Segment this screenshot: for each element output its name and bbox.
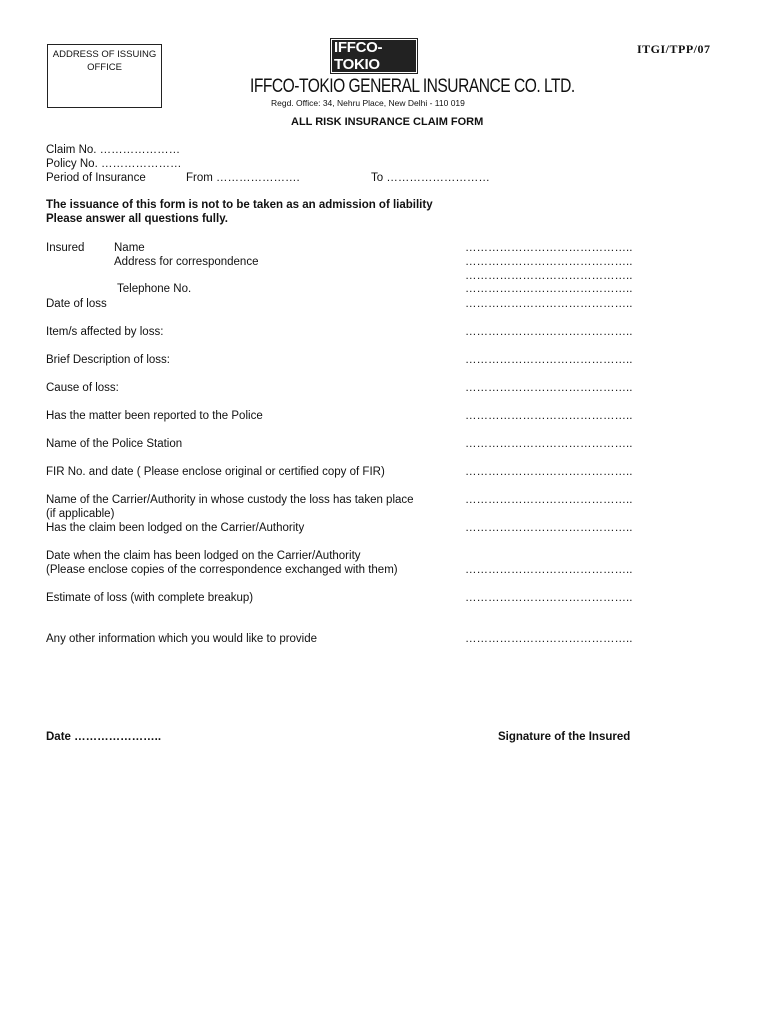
claim-no-field: Claim No. ………………… bbox=[46, 144, 181, 156]
address-dotted-line-1: …………………………………….. bbox=[465, 256, 633, 268]
address-box-line1: ADDRESS OF ISSUING bbox=[52, 49, 157, 60]
date-lodged-label: Date when the claim has been lodged on the Carrier/Authority bbox=[46, 550, 361, 562]
reported-police-label: Has the matter been reported to the Police bbox=[46, 410, 263, 422]
insured-label: Insured bbox=[46, 242, 85, 254]
police-station-label: Name of the Police Station bbox=[46, 438, 183, 450]
date-of-loss-dotted-line: …………………………………….. bbox=[465, 298, 633, 310]
enclose-copies-label: (Please enclose copies of the correspondence exchanged with them) bbox=[46, 564, 398, 576]
address-dotted-line-2: …………………………………….. bbox=[465, 270, 633, 282]
fir-label: FIR No. and date ( Please enclose original or certified copy of FIR) bbox=[46, 466, 385, 478]
carrier-name-label: Name of the Carrier/Authority in whose custody the loss has taken place bbox=[46, 494, 414, 506]
date-of-loss-label: Date of loss bbox=[46, 298, 107, 310]
cause-of-loss-dotted-line: …………………………………….. bbox=[465, 382, 633, 394]
claim-lodged-label: Has the claim been lodged on the Carrier/Authority bbox=[46, 522, 305, 534]
fir-dotted-line: …………………………………….. bbox=[465, 466, 633, 478]
liability-notice: The issuance of this form is not to be taken as an admission of liability bbox=[46, 199, 433, 211]
period-from-field: From …………………. bbox=[186, 172, 300, 184]
items-affected-label: Item/s affected by loss: bbox=[46, 326, 164, 338]
issuing-office-address-box bbox=[47, 44, 162, 108]
claim-lodged-dotted-line: …………………………………….. bbox=[465, 522, 633, 534]
telephone-dotted-line: …………………………………….. bbox=[465, 283, 633, 295]
brief-description-label: Brief Description of loss: bbox=[46, 354, 170, 366]
company-name: IFFCO-TOKIO GENERAL INSURANCE CO. LTD. bbox=[250, 76, 575, 97]
other-info-dotted-line: …………………………………….. bbox=[465, 633, 633, 645]
address-box-line2: OFFICE bbox=[87, 62, 122, 73]
period-to-field: To ……………………… bbox=[371, 172, 490, 184]
carrier-if-applicable-label: (if applicable) bbox=[46, 508, 115, 520]
reported-police-dotted-line: …………………………………….. bbox=[465, 410, 633, 422]
name-dotted-line: …………………………………….. bbox=[465, 242, 633, 254]
items-affected-dotted-line: …………………………………….. bbox=[465, 326, 633, 338]
period-of-insurance-label: Period of Insurance bbox=[46, 172, 146, 184]
name-label: Name bbox=[114, 242, 145, 254]
brief-description-dotted-line: …………………………………….. bbox=[465, 354, 633, 366]
company-logo bbox=[332, 40, 416, 72]
cause-of-loss-label: Cause of loss: bbox=[46, 382, 119, 394]
police-station-dotted-line: …………………………………….. bbox=[465, 438, 633, 450]
estimate-dotted-line: …………………………………….. bbox=[465, 592, 633, 604]
signature-label: Signature of the Insured bbox=[498, 731, 631, 743]
date-field: Date ………………….. bbox=[46, 731, 162, 743]
answer-all-notice: Please answer all questions fully. bbox=[46, 213, 228, 225]
telephone-label: Telephone No. bbox=[117, 283, 192, 295]
policy-no-field: Policy No. ………………… bbox=[46, 158, 182, 170]
address-label: Address for correspondence bbox=[114, 256, 259, 268]
registered-office: Regd. Office: 34, Nehru Place, New Delhi - 110 019 bbox=[271, 98, 465, 108]
logo-text: IFFCO-TOKIO bbox=[334, 39, 383, 73]
carrier-name-dotted-line: …………………………………….. bbox=[465, 494, 633, 506]
estimate-label: Estimate of loss (with complete breakup) bbox=[46, 592, 254, 604]
form-title: ALL RISK INSURANCE CLAIM FORM bbox=[291, 116, 484, 128]
form-code: ITGI/TPP/07 bbox=[637, 42, 711, 56]
other-info-label: Any other information which you would like to provide bbox=[46, 633, 318, 645]
date-lodged-dotted-line: …………………………………….. bbox=[465, 564, 633, 576]
